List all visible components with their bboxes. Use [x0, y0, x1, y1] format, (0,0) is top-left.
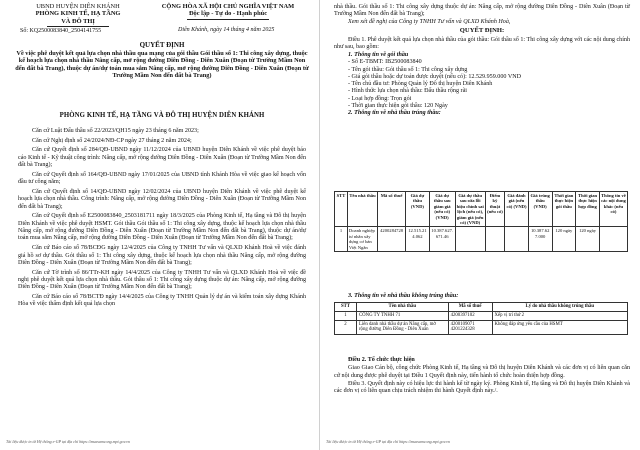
- article-2-title: Điều 2. Tổ chức thực hiện: [348, 357, 415, 363]
- decision-subtitle: Về việc phê duyệt kết quả lựa chọn nhà thầu qua mạng của gói thầu Gói thầu số 1: Thi công xây dựng, thuộc kế hoạch lựa chọn nhà thầu Nâng cấp, mở rộng đường Diên Đồng - Diên Xuân (Đoạn từ Trường Mầm Non đến đất bà Trang), thuộc dự án/dự toán mua sắm Nâng cấp, mở rộng đường Diên Đồng - Diên Xuân (Đoạn từ Trường Mầm Non đến đất bà Trang): [15, 50, 309, 80]
- col-header: Lý do nhà thầu không trúng thầu: [492, 303, 627, 312]
- winner-table-header: [335, 192, 628, 227]
- cell: Doanh nghiệp tư nhân xây dựng cơ bản Việt Ngân: [347, 227, 377, 252]
- info-line: - Tên chủ đầu tư: Phòng Quản lý Đô thị huyện Diên Khánh: [348, 81, 493, 88]
- info-line: - Giá gói thầu hoặc dự toán được duyệt (nếu có): 12.529.959.000 VND: [348, 73, 522, 80]
- closing-articles: [334, 357, 630, 396]
- cell: 4200284728: [378, 227, 406, 252]
- cell: CÔNG TY TNHH 71: [356, 311, 448, 320]
- info-line: - Loại hợp đồng: Trọn gói: [348, 95, 412, 102]
- article-1: Điều 1. Phê duyệt kết quả lựa chọn nhà thầu của gói thầu: Gói thầu số 1: Thi công xây dựng với các nội dung chính như sau, bao gồm:: [334, 36, 630, 51]
- col-header: STT: [335, 192, 348, 227]
- cell: 1: [335, 311, 357, 320]
- basis-paragraph: Căn cứ Báo cáo số 78/BCTĐ ngày 14/4/2025 của Công ty TNHH Quản lý dự án và kiểm toán xây dựng Khánh Hòa về việc thẩm định kết quả lựa chọn: [18, 294, 306, 308]
- cell: 10.387.627.671.46: [429, 227, 455, 252]
- cell: Liên danh nhà thầu dự án Nâng cấp, mở rộng đường Diên Đồng - Diên Xuân: [356, 320, 448, 335]
- cell: 2: [335, 320, 357, 335]
- col-header: Mã số thuế: [378, 192, 406, 227]
- article-2-body: Giao Giao Cán bộ, công chức Phòng Kinh tế, Hạ tầng và Đô thị huyện Diên Khánh và các đơn vị có liên quan căn cứ nội dung được phê duyệt tại Điều 1 Quyết định này, tiến hành tổ chức hoàn thiện hợp đồng.: [334, 365, 630, 379]
- document-number: Số: KQ2500083840_2504141755: [20, 28, 102, 34]
- motto-underline: [187, 19, 269, 20]
- decides-heading: QUYẾT ĐỊNH:: [459, 27, 505, 35]
- basis-paragraph: Căn cứ Luật Đấu thầu số 22/2023/QH15 ngày 23 tháng 6 năm 2023;: [32, 128, 199, 134]
- proposal-paragraph: Xem xét đề nghị của Công ty TNHH Tư vấn và QLXD Khánh Hoà,: [348, 19, 511, 26]
- cell: [505, 227, 529, 252]
- col-header: STT: [335, 303, 357, 312]
- col-header: Giá dự thầu (VND): [406, 192, 430, 227]
- cell: [599, 227, 627, 252]
- col-header: Tên nhà thầu: [356, 303, 448, 312]
- col-header: Giá dự thầu sau sửa lỗi hiệu chỉnh sai lệch (nếu có), giảm giá (nếu có) (VND): [456, 193, 484, 226]
- info-line: - Tên gói thầu: Gói thầu số 1: Thi công xây dựng: [348, 66, 468, 73]
- motto-line-2: Độc lập - Tự do - Hạnh phúc: [188, 10, 268, 18]
- cell: Xếp vị trí thứ 2: [492, 311, 627, 320]
- col-header: Giá đánh giá (nếu có) (VND): [505, 192, 529, 227]
- legal-basis: [18, 128, 306, 311]
- col-header: Giá trúng thầu (VND): [528, 192, 552, 227]
- table-row: [335, 320, 628, 335]
- basis-paragraph: Căn cứ Quyết định số 164/QĐ-UBND ngày 17/01/2025 của UBND tỉnh Khánh Hòa về việc giao kế hoạch vốn đầu tư công năm;: [18, 171, 306, 186]
- cell: 4200397102: [448, 311, 492, 320]
- col-header: Thông tin về các nội dung khác (nếu có): [599, 192, 627, 227]
- loser-table: [334, 302, 628, 335]
- agency-line-1: UBND HUYỆN DIÊN KHÁNH: [36, 3, 120, 10]
- col-header: Điểm kỹ thuật (nếu có): [485, 192, 504, 227]
- col-header: Thời gian thực hiện gói thầu: [552, 192, 576, 227]
- winner-table: [334, 191, 628, 252]
- continuation-paragraph: nhà thầu. Gói thầu số 1: Thi công xây dựng thuộc dự án: Nâng cấp, mở rộng đường Diên Đồng - Diên Xuân (Đoạn từ Trường Mầm Non đến đất bà Trang);: [334, 4, 630, 18]
- article-3: Điều 3. Quyết định này có hiệu lực thi hành kể từ ngày ký. Phòng Kinh tế, Hạ tầng và Đô thị huyện Diên Khánh và các đơn vị có liên quan chịu trách nhiệm thi hành Quyết định này./.: [334, 380, 630, 395]
- basis-paragraph: Căn cứ Báo cáo số 78/BCĐG ngày 12/4/2025 của Công ty TNHH Tư vấn và QLXD Khánh Hoà về việc đánh giá hồ sơ dự thầu. Gói thầu số 1: Thi công xây dựng, thuộc kế hoạch lựa chọn nhà thầu Nâng cấp, mở rộng đường Diên Đồng - Diên Xuân (Đoạn từ Trường Mầm Non đến đất bà Trang);: [18, 245, 306, 266]
- national-motto: [138, 3, 318, 19]
- col-header: Giá dự thầu sau giảm giá (nếu có) (VND): [429, 192, 455, 227]
- basis-paragraph: Căn cứ Quyết định số 14/QĐ-UBND ngày 12/02/2024 của UBND huyện Diên Khánh về việc phê duyệt kế hoạch lựa chọn nhà thầu. Công trình: Nâng cấp, mở rộng đường Diên Đồng - Diên Xuân (Đoạn từ Trường Mầm Non đến đất bà Trang);: [18, 188, 306, 210]
- agency-line-3: VÀ ĐÔ THỊ: [61, 17, 95, 25]
- winner-section-title: 2. Thông tin về nhà thầu trúng thầu:: [348, 110, 441, 117]
- cell: 12.515.214.062: [406, 227, 430, 252]
- loser-section-title: 3. Thông tin về nhà thầu không trúng thầu:: [348, 293, 459, 299]
- cell: [485, 227, 504, 252]
- table-row: [335, 311, 628, 320]
- page-footer: Tài liệu được in từ Hệ thống e-GP tại địa chỉ https://muasamcong.mpi.gov.vn: [326, 439, 450, 444]
- info-line: - Số E-TBMT: IB2500083840: [348, 59, 422, 66]
- cell: [455, 227, 485, 252]
- basis-paragraph: Căn cứ Nghị định số 24/2024/NĐ-CP ngày 27 tháng 2 năm 2024;: [32, 137, 192, 144]
- agency-underline: [47, 26, 109, 27]
- col-header: Tên nhà thầu: [347, 192, 377, 227]
- authority-title: PHÒNG KINH TẾ, HẠ TẦNG VÀ ĐÔ THỊ HUYỆN DIÊN KHÁNH: [59, 112, 265, 119]
- package-info-title: 1. Thông tin về gói thầu: [348, 51, 409, 58]
- cell: 120 ngày: [576, 227, 600, 252]
- agency-line-2: PHÒNG KINH TẾ, HẠ TẦNG: [35, 10, 121, 18]
- cell: 10.387.627.000: [528, 227, 552, 252]
- info-line: - Hình thức lựa chọn nhà thầu: Đấu thầu rộng rãi: [348, 88, 467, 95]
- col-header: Thời gian thực hiện hợp đồng: [576, 192, 600, 227]
- basis-paragraph: Căn cứ Tờ trình số 86/TTr-KH ngày 14/4/2025 của Công ty TNHH Tư vấn và QLXD Khánh Hoà về việc đề nghị phê duyệt kết quả lựa chọn nhà thầu. Gói thầu số 1: Thi công xây dựng thuộc dự án: Nâng cấp, mở rộng đường Diên Đồng - Diên Xuân (Đoạn từ Trường Mầm Non đến đất bà Trang);: [18, 269, 306, 291]
- cell: 1: [335, 227, 348, 252]
- page-footer: Tài liệu được in từ Hệ thống e-GP tại địa chỉ https://muasamcong.mpi.gov.vn: [6, 439, 130, 444]
- decision-body: [334, 4, 630, 118]
- motto-line-1: CỘNG HÒA XÃ HỘI CHỦ NGHĨA VIỆT NAM: [161, 3, 295, 10]
- cell: 120 ngày: [552, 227, 576, 252]
- loser-table-header: [335, 303, 628, 312]
- decision-title: QUYẾT ĐỊNH: [139, 41, 185, 49]
- basis-paragraph: Căn cứ Quyết định số E2500083840_2503181711 ngày 18/3/2025 của Phòng Kinh tế, Hạ tầng và Đô thị huyện Diên Khánh về việc phê duyệt HSMT. Gói thầu Gói thầu số 1: Thi công xây dựng, thuộc kế hoạch lựa chọn nhà thầu Nâng cấp, mở rộng đường Diên Đồng - Diên Xuân (Đoạn từ Trường Mầm Non đến đất bà Trang), thuộc dự án/dự toán mua sắm Nâng cấp, mở rộng đường Diên Đồng - Diên Xuân (Đoạn từ Trường Mầm Non đến đất bà Trang);: [18, 213, 306, 242]
- document-date: Diên Khánh, ngày 14 tháng 4 năm 2025: [178, 27, 275, 33]
- table-row: [335, 227, 628, 252]
- issuing-agency: [14, 3, 142, 27]
- col-header: Mã số thuế: [448, 303, 492, 312]
- cell: 4200109071 4201224328: [448, 320, 492, 335]
- basis-paragraph: Căn cứ Quyết định số 284/QĐ-UBND ngày 11/12/2024 của UBND huyện Diên Khánh về việc phê duyệt báo cáo Kinh tế - Kỹ thuật công trình: Nâng cấp, mở rộng đường Diên Đồng - Diên Xuân (Đoạn từ Trường Mầm Non đến đất bà Trang);: [18, 147, 306, 169]
- info-line: - Thời gian thực hiện gói thầu: 120 Ngày: [348, 103, 448, 110]
- cell: Không đáp ứng yêu cầu của HSMT: [492, 320, 627, 335]
